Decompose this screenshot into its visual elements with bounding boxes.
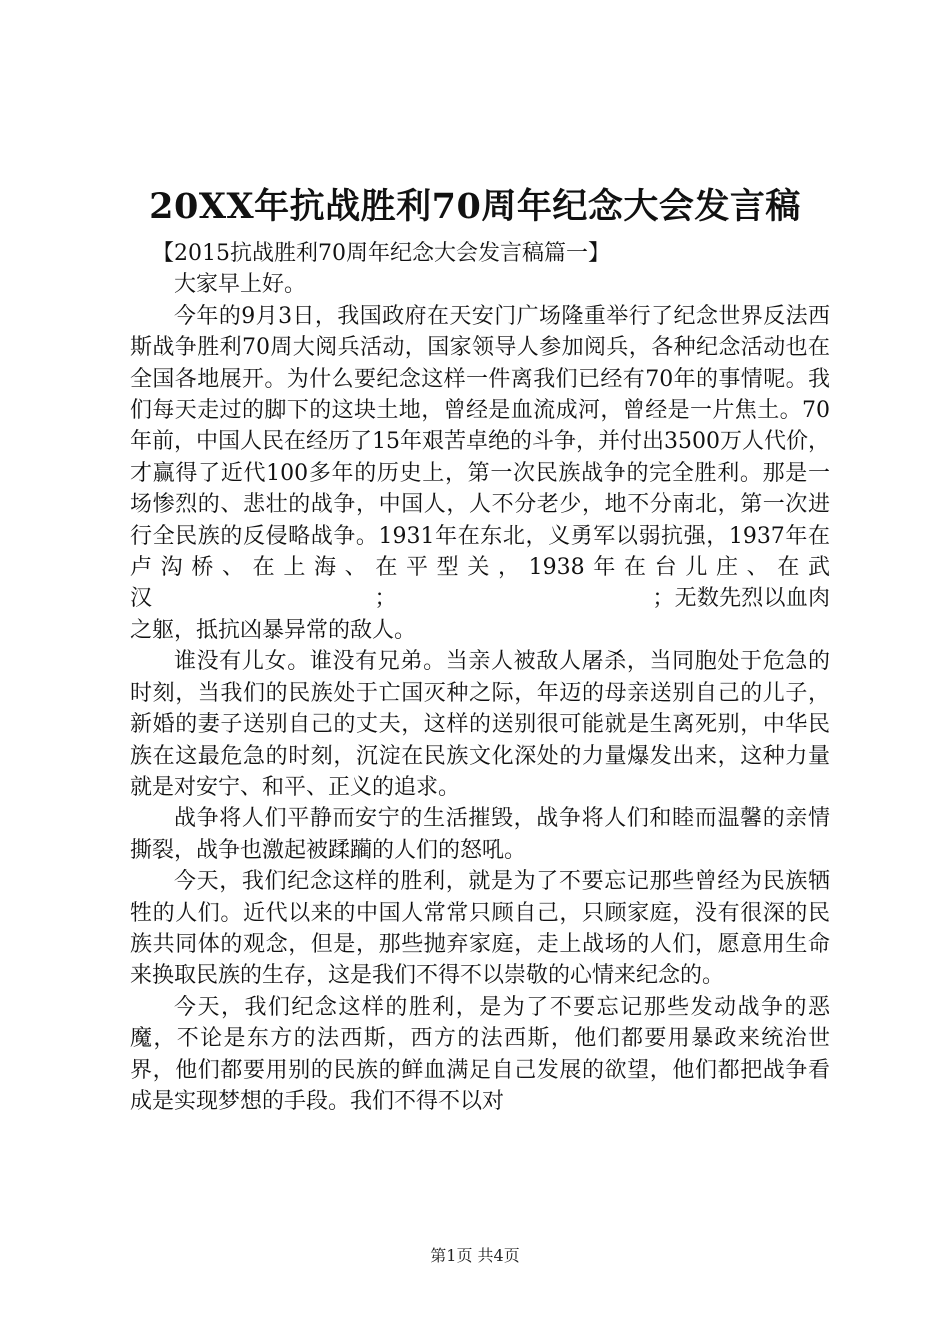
document-body <box>130 238 830 1117</box>
paragraph: 今年的9月3日，我国政府在天安门广场隆重举行了纪念世界反法西斯战争胜利70周大阅兵活动，国家领导人参加阅兵，各种纪念活动也在全国各地展开。为什么要纪念这样一件离我们已经有70年的事情呢。我们每天走过的脚下的这块土地，曾经是血流成河，曾经是一片焦土。70年前，中国人民在经历了15年艰苦卓绝的斗争，并付出3500万人代价，才赢得了近代100多年的历史上，第一次民族战争的完全胜利。那是一场惨烈的、悲壮的战争，中国人，人不分老少，地不分南北，第一次进行全民族的反侵略战争。1931年在东北，义勇军以弱抗强，1937年在卢沟桥、在上海、在平型关，1938年在台儿庄、在武汉 ； ；无数先烈以血肉之躯，抵抗凶暴异常的敌人。 <box>130 303 830 643</box>
paragraph: 战争将人们平静而安宁的生活摧毁，战争将人们和睦而温馨的亲情撕裂，战争也激起被蹂躏的人们的怒吼。 <box>130 806 830 863</box>
document-title: 20XX年抗战胜利70周年纪念大会发言稿 <box>149 186 801 227</box>
paragraph: 今天，我们纪念这样的胜利，是为了不要忘记那些发动战争的恶魔，不论是东方的法西斯，西方的法西斯，他们都要用暴政来统治世界，他们都要用别的民族的鲜血满足自己发展的欲望，他们都把战争看成是实现梦想的手段。我们不得不以对 <box>130 994 830 1114</box>
paragraph: 今天，我们纪念这样的胜利，就是为了不要忘记那些曾经为民族牺牲的人们。近代以来的中国人常常只顾自己，只顾家庭，没有很深的民族共同体的观念，但是，那些抛弃家庭，走上战场的人们，愿意用生命来换取民族的生存，这是我们不得不以崇敬的心情来纪念的。 <box>130 869 830 989</box>
section-heading: 【2015抗战胜利70周年纪念大会发言稿篇一】 <box>152 241 610 266</box>
paragraph-greeting: 大家早上好。 <box>174 272 307 298</box>
paragraph: 谁没有儿女。谁没有兄弟。当亲人被敌人屠杀，当同胞处于危急的时刻，当我们的民族处于亡国灭种之际，年迈的母亲送别自己的儿子，新婚的妻子送别自己的丈夫，这样的送别很可能就是生离死别，中华民族在这最危急的时刻，沉淀在民族文化深处的力量爆发出来，这种力量就是对安宁、和平、正义的追求。 <box>130 649 830 800</box>
page-footer: 第1页 共4页 <box>430 1246 520 1265</box>
